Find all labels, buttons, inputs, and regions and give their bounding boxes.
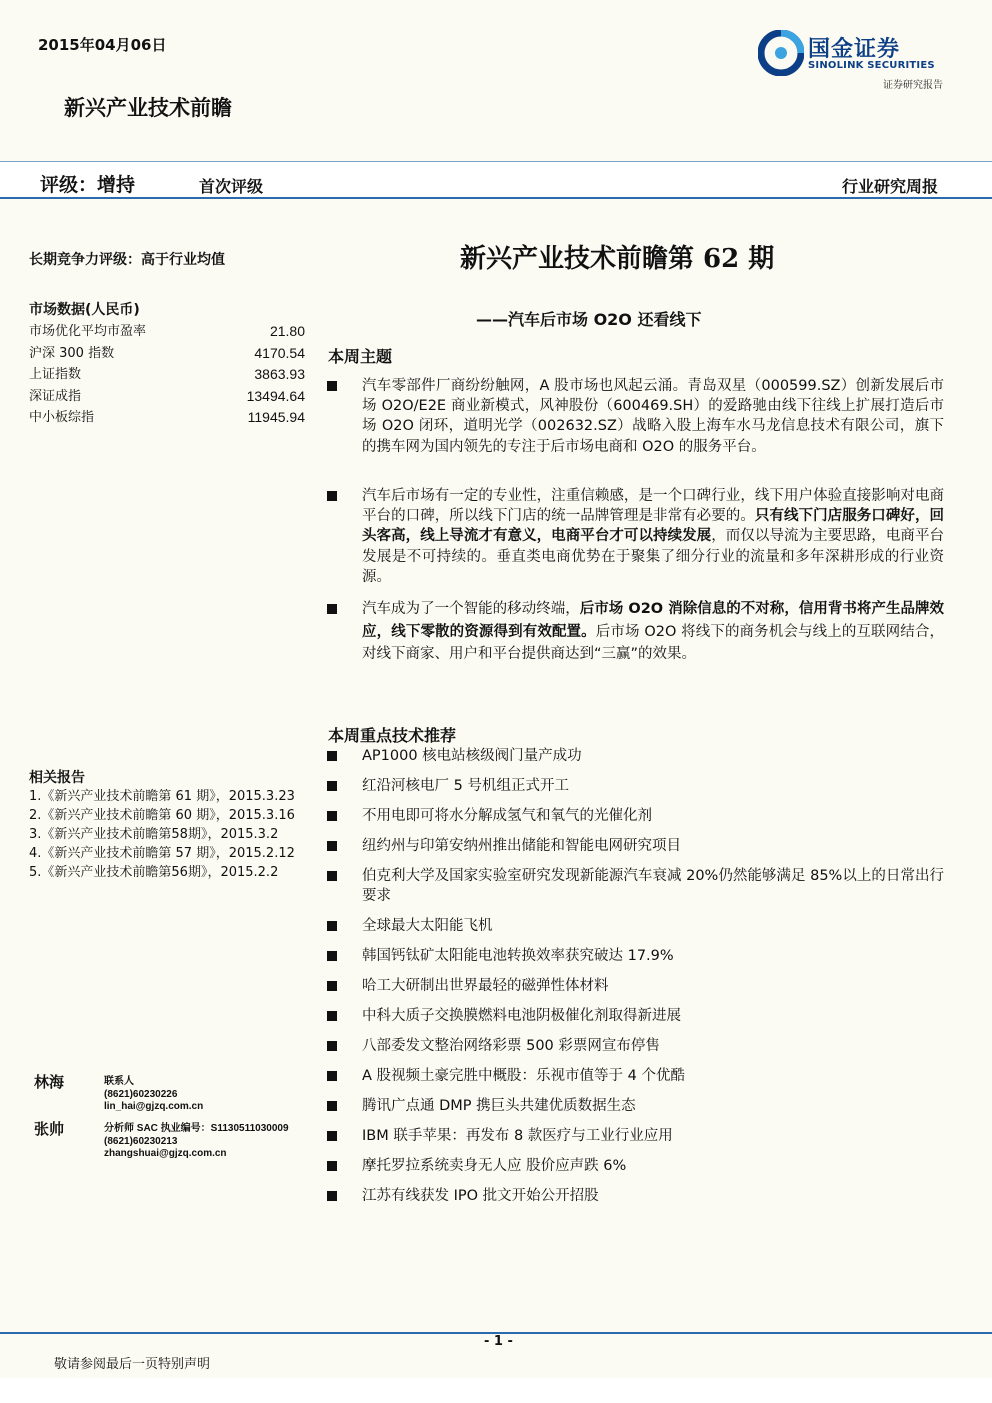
tech-recommendations-heading: 本周重点技术推荐 [328, 726, 457, 745]
bullet-square-icon [327, 811, 337, 821]
tech-item: 韩国钙钛矿太阳能电池转换效率获究破达 17.9% [327, 946, 945, 966]
report-type: 行业研究周报 [841, 177, 938, 196]
bullet-square-icon [327, 1191, 337, 1201]
bullet-square-icon [327, 871, 337, 881]
author-name: 林海 [34, 1073, 65, 1091]
author-email-link[interactable]: zhangshuai@gjzq.com.cn [104, 1148, 227, 1159]
theme-paragraph: 汽车零部件厂商纷纷触网，A 股市场也风起云涌。青岛双星（000599.SZ）创新发展后市场 O2O/E2E 商业新模式，风神股份（600469.SH）的爱路驰由线下往线上扩展打造后市场 O2O 闭环，道明光学（002632.SZ）战略入股上海车水马龙信息技术有限公司，旗下的携车网为国内领先的专注于后市场电商和 O2O 的服务平台。 [327, 376, 945, 457]
related-report-link[interactable]: 3.《新兴产业技术前瞻第58期》，2015.3.2 [29, 827, 279, 842]
market-row: 上证指数 3863.93 [29, 366, 305, 382]
tech-item: 摩托罗拉系统卖身无人应 股价应声跌 6% [327, 1156, 945, 1176]
market-row: 市场优化平均市盈率 21.80 [29, 323, 305, 339]
bullet-square-icon [327, 841, 337, 851]
author-contact: 分析师 SAC 执业编号：S1130511030009 (8621)60230213 zhangshuai@gjzq.com.cn [104, 1123, 289, 1159]
report-date: 2015年04月06日 [38, 36, 167, 54]
tech-item: A 股视频土豪完胜中概股：乐视市值等于 4 个优酷 [327, 1066, 945, 1086]
bullet-square-icon [327, 381, 337, 391]
sub-title: ——汽车后市场 O2O 还看线下 [476, 310, 702, 329]
logo-name-en: SINOLINK SECURITIES [808, 60, 935, 71]
bullet-square-icon [327, 1131, 337, 1141]
tech-item: 纽约州与印第安纳州推出储能和智能电网研究项目 [327, 836, 945, 856]
page-number: - 1 - [484, 1334, 513, 1349]
related-report-link[interactable]: 4.《新兴产业技术前瞻第 57 期》，2015.2.12 [29, 846, 295, 861]
tech-item: 红沿河核电厂 5 号机组正式开工 [327, 776, 945, 796]
tech-item: 中科大质子交换膜燃料电池阴极催化剂取得新进展 [327, 1006, 945, 1026]
author-contact: 联系人 (8621)60230226 lin_hai@gjzq.com.cn [104, 1076, 204, 1112]
header-title: 新兴产业技术前瞻 [64, 95, 232, 120]
related-reports-list [29, 787, 311, 882]
weekly-theme-heading: 本周主题 [328, 347, 393, 366]
author-name: 张帅 [34, 1120, 65, 1138]
tech-item: 江苏有线获发 IPO 批文开始公开招股 [327, 1186, 945, 1206]
long-term-competition-rating: 长期竞争力评级：高于行业均值 [29, 252, 225, 268]
bullet-square-icon [327, 781, 337, 791]
bottom-band [0, 1378, 992, 1403]
logo-subtitle: 证券研究报告 [883, 80, 943, 91]
tech-item: 八部委发文整治网络彩票 500 彩票网宣布停售 [327, 1036, 945, 1056]
logo-mark-icon [758, 30, 804, 76]
market-data-heading: 市场数据(人民币) [29, 302, 140, 318]
related-report-link[interactable]: 1.《新兴产业技术前瞻第 61 期》，2015.3.23 [29, 789, 295, 804]
company-logo [758, 30, 948, 90]
bullet-square-icon [327, 1011, 337, 1021]
related-reports-heading: 相关报告 [29, 770, 85, 786]
market-row: 中小板综指 11945.94 [29, 409, 305, 425]
bullet-square-icon [327, 491, 337, 501]
bullet-square-icon [327, 1161, 337, 1171]
main-title: 新兴产业技术前瞻第 62 期 [460, 244, 775, 274]
market-data-table [29, 321, 305, 429]
tech-item: 伯克利大学及国家实验室研究发现新能源汽车衰减 20%仍然能够满足 85%以上的日常出行要求 [327, 866, 945, 906]
logo-name-cn: 国金证券 [808, 37, 901, 62]
tech-item: 不用电即可将水分解成氢气和氧气的光催化剂 [327, 806, 945, 826]
related-report-link[interactable]: 5.《新兴产业技术前瞻第56期》，2015.2.2 [29, 865, 279, 880]
bullet-square-icon [327, 951, 337, 961]
theme-paragraph: 汽车成为了一个智能的移动终端，后市场 O2O 消除信息的不对称，信用背书将产生品牌效应，线下零散的资源得到有效配置。后市场 O2O 将线下的商务机会与线上的互联网结合，对线下商家、用户和平台提供商达到“三赢”的效果。 [327, 598, 945, 666]
tech-item: 腾讯广点通 DMP 携巨头共建优质数据生态 [327, 1096, 945, 1116]
author-email-link[interactable]: lin_hai@gjzq.com.cn [104, 1101, 204, 1112]
tech-item: 全球最大太阳能飞机 [327, 916, 945, 936]
theme-paragraph: 汽车后市场有一定的专业性，注重信赖感，是一个口碑行业，线下用户体验直接影响对电商平台的口碑，所以线下门店的统一品牌管理是非常有必要的。只有线下门店服务口碑好，回头客高，线上导流才有意义，电商平台才可以持续发展，而仅以导流为主要思路，电商平台发展是不可持续的。垂直类电商优势在于聚集了细分行业的流量和多年深耕形成的行业资源。 [327, 486, 945, 587]
first-rating: 首次评级 [199, 177, 264, 196]
disclaimer: 敬请参阅最后一页特别声明 [54, 1357, 211, 1372]
rating: 评级：增持 [40, 174, 136, 196]
bullet-square-icon [327, 1071, 337, 1081]
bullet-square-icon [327, 751, 337, 761]
tech-item: AP1000 核电站核级阀门量产成功 [327, 746, 945, 766]
bullet-square-icon [327, 1041, 337, 1051]
tech-item: 哈工大研制出世界最轻的磁弹性体材料 [327, 976, 945, 996]
bullet-square-icon [327, 921, 337, 931]
bullet-square-icon [327, 604, 337, 614]
related-report-link[interactable]: 2.《新兴产业技术前瞻第 60 期》，2015.3.16 [29, 808, 295, 823]
tech-item: IBM 联手苹果：再发布 8 款医疗与工业行业应用 [327, 1126, 945, 1146]
market-row: 深证成指 13494.64 [29, 387, 305, 404]
bullet-square-icon [327, 981, 337, 991]
bullet-square-icon [327, 1101, 337, 1111]
market-row: 沪深 300 指数 4170.54 [29, 344, 305, 361]
